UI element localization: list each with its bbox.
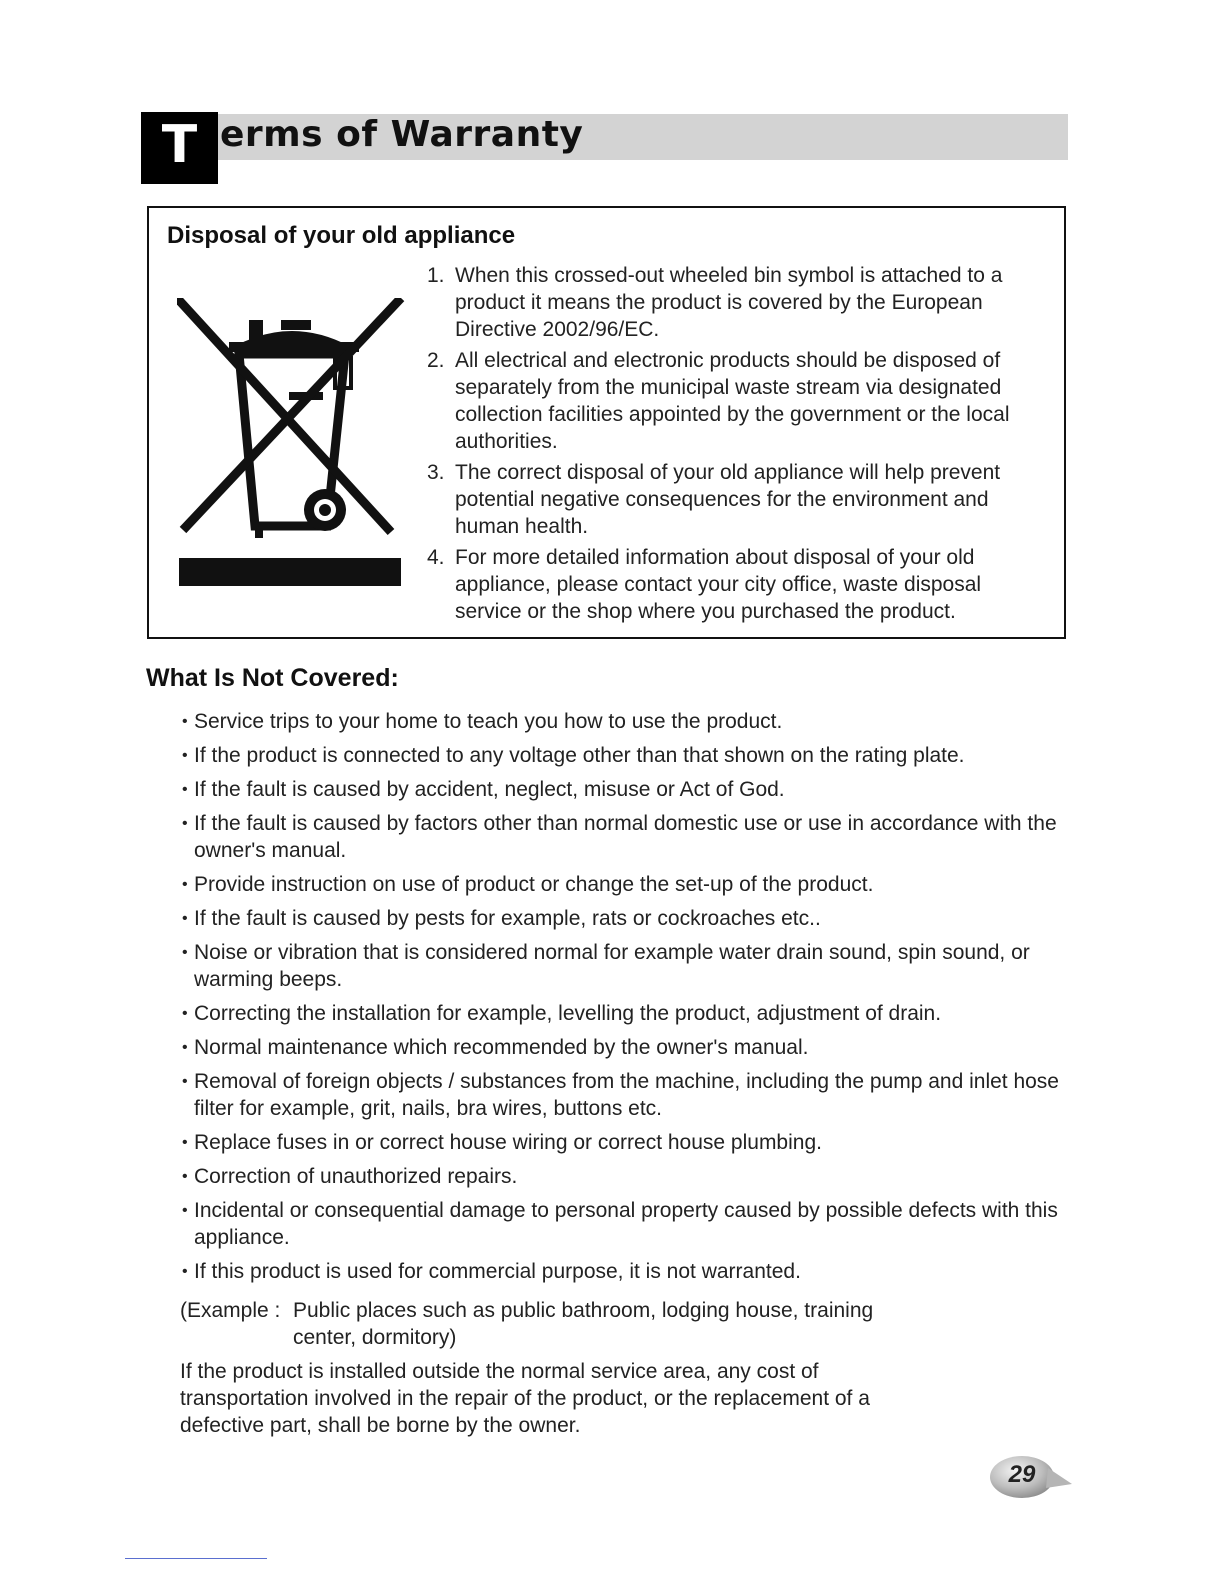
disposal-list	[427, 262, 1052, 629]
list-item: • Normal maintenance which recommended by the owner's manual.	[182, 1034, 1062, 1061]
list-item: • Replace fuses in or correct house wiring or correct house plumbing.	[182, 1129, 1062, 1156]
list-item: 2. All electrical and electronic products should be disposed of separately from the municipal waste stream via designated collection facilities appointed by the government or the local authorities.	[427, 349, 1010, 453]
list-item: 3. The correct disposal of your old appliance will help prevent potential negative consequences for the environment and human health.	[427, 461, 1001, 538]
list-item: 4. For more detailed information about disposal of your old appliance, please contact your city office, waste disposal service or the shop where you purchased the product.	[427, 546, 982, 623]
list-item: 1. When this crossed-out wheeled bin symbol is attached to a product it means the product is covered by the European Directive 2002/96/EC.	[427, 264, 1003, 341]
page-number: 29	[1008, 1461, 1036, 1488]
list-item: • Provide instruction on use of product or change the set-up of the product.	[182, 871, 1062, 898]
example-text: Public places such as public bathroom, lodging house, training center, dormitory)	[293, 1299, 874, 1349]
disposal-heading: Disposal of your old appliance	[167, 222, 516, 249]
list-item: • If the product is connected to any voltage other than that shown on the rating plate.	[182, 742, 1062, 769]
list-item: • Correction of unauthorized repairs.	[182, 1163, 1062, 1190]
list-item: • Noise or vibration that is considered normal for example water drain sound, spin sound, or warming beeps.	[182, 939, 1062, 993]
list-item: • If this product is used for commercial purpose, it is not warranted.	[182, 1258, 1062, 1285]
title-initial: T	[141, 112, 218, 184]
list-item: • Removal of foreign objects / substances from the machine, including the pump and inlet hose filter for example, grit, nails, bra wires, buttons etc.	[182, 1068, 1062, 1122]
page-title: erms of Warranty	[220, 114, 584, 155]
disposal-box	[147, 206, 1066, 639]
list-item: • If the fault is caused by factors other than normal domestic use or use in accordance with the owner's manual.	[182, 810, 1062, 864]
footer-rule	[125, 1558, 267, 1559]
service-area-note: If the product is installed outside the normal service area, any cost of transportation involved in the repair of the product, or the replacement of a defective part, shall be borne by the owner.	[180, 1360, 870, 1437]
list-item: • If the fault is caused by pests for example, rats or cockroaches etc..	[182, 905, 1062, 932]
not-covered-list	[182, 708, 1062, 1292]
list-item: • Correcting the installation for example, levelling the product, adjustment of drain.	[182, 1000, 1062, 1027]
list-item: • Incidental or consequential damage to personal property caused by possible defects with this appliance.	[182, 1197, 1062, 1251]
list-item: • Service trips to your home to teach you how to use the product.	[182, 708, 1062, 735]
crossed-out-wheeled-bin-icon	[177, 298, 407, 598]
list-item: • If the fault is caused by accident, neglect, misuse or Act of God.	[182, 776, 1062, 803]
not-covered-heading: What Is Not Covered:	[146, 664, 399, 692]
example-note	[180, 1297, 960, 1351]
example-label: (Example :	[180, 1299, 281, 1322]
